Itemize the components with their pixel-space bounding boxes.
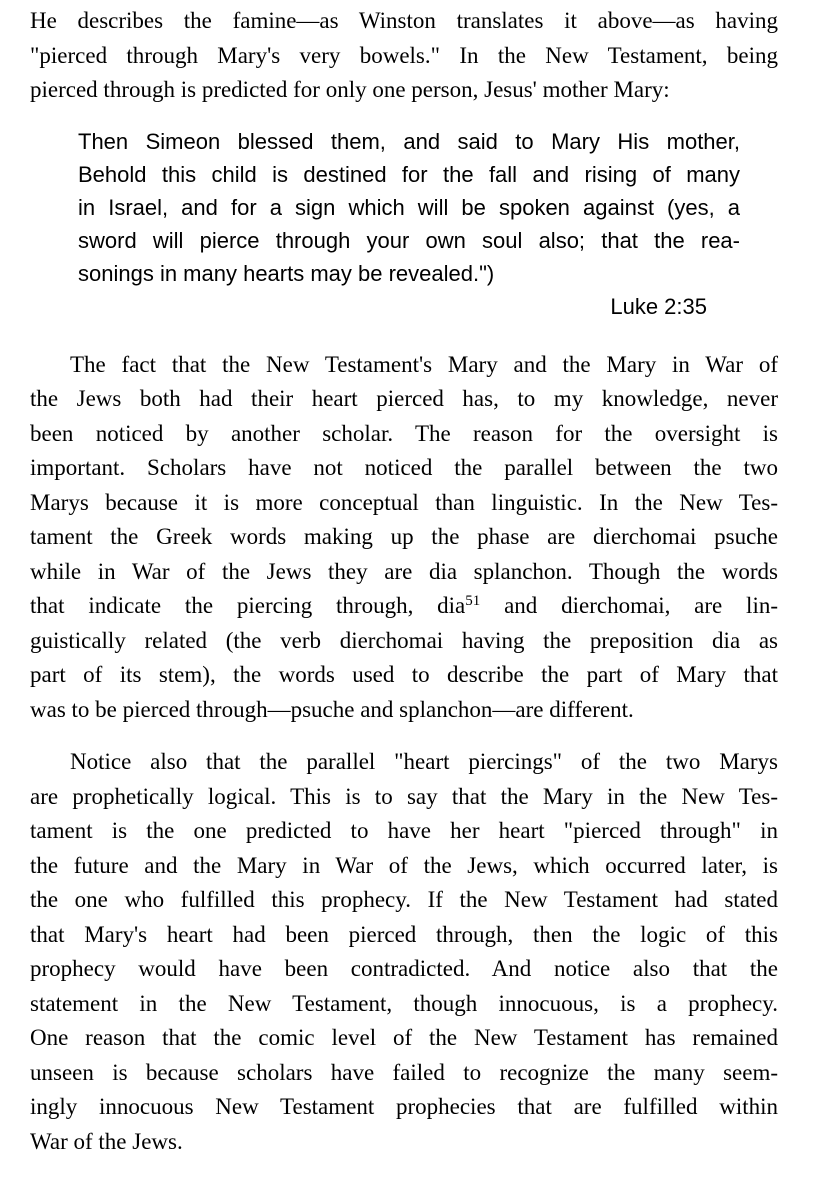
text-line: pierced through is predicted for only one person, Jesus' mother Mary:: [30, 77, 670, 102]
text-line: in Israel, and for a sign which will be spoken against (yes, a: [78, 194, 740, 220]
text-line: sonings in many hearts may be revealed."): [78, 260, 495, 286]
text-line: Marys because it is more conceptual than linguistic. In the New Tes-: [30, 489, 778, 515]
text-line: are prophetically logical. This is to say that the Mary in the New Tes-: [30, 783, 778, 809]
text-line: ingly innocuous New Testament prophecies that are fulfilled within: [30, 1094, 778, 1119]
paragraph-two-marys: [30, 348, 778, 728]
paragraph-intro: [30, 4, 778, 108]
text-line: the future and the Mary in War of the Jews, which occurred later, is: [30, 852, 778, 878]
text-line: War of the Jews.: [30, 1128, 183, 1154]
text-line: Notice also that the parallel "heart piercings" of the two Marys: [70, 749, 778, 774]
paragraph-prophecy-logic: [30, 745, 778, 1159]
text-line: One reason that the comic level of the New Testament has remained: [30, 1025, 778, 1050]
text-segment: that indicate the piercing through, dia: [30, 593, 466, 618]
text-line: He describes the famine—as Winston translates it above—as having: [30, 8, 778, 33]
text-line: [30, 589, 778, 624]
text-line: statement in the New Testament, though innocuous, is a prophecy.: [30, 990, 778, 1016]
text-line: Behold this child is destined for the fall and rising of many: [78, 161, 740, 187]
text-line: unseen is because scholars have failed to recognize the many seem-: [30, 1059, 778, 1085]
text-line: tament is the one predicted to have her heart "pierced through" in: [30, 818, 778, 843]
text-line: important. Scholars have not noticed the parallel between the two: [30, 455, 778, 480]
quote-attribution: Luke 2:35: [610, 293, 707, 319]
text-line: Then Simeon blessed them, and said to Mary His mother,: [78, 128, 740, 154]
footnote-reference: 51: [465, 593, 481, 609]
text-line: that Mary's heart had been pierced through, then the logic of this: [30, 921, 778, 947]
text-line: "pierced through Mary's very bowels." In the New Testament, being: [30, 42, 778, 68]
text-line: The fact that the New Testament's Mary and the Mary in War of: [70, 351, 778, 377]
text-line: the Jews both had their heart pierced has, to my knowledge, never: [30, 386, 778, 411]
text-line: part of its stem), the words used to describe the part of Mary that: [30, 662, 778, 687]
text-segment: and dierchomai, are lin-: [480, 593, 778, 618]
block-quote: [78, 125, 740, 290]
text-line: guistically related (the verb dierchomai having the preposition dia as: [30, 627, 778, 653]
text-line: the one who fulfilled this prophecy. If the New Testament had stated: [30, 887, 778, 912]
text-line: sword will pierce through your own soul also; that the rea-: [78, 227, 740, 253]
text-line: while in War of the Jews they are dia splanchon. Though the words: [30, 558, 778, 584]
text-line: tament the Greek words making up the phase are dierchomai psuche: [30, 524, 778, 549]
text-line: prophecy would have been contradicted. And notice also that the: [30, 956, 778, 981]
text-line: was to be pierced through—psuche and splanchon—are different.: [30, 696, 634, 722]
text-line: been noticed by another scholar. The reason for the oversight is: [30, 420, 778, 446]
